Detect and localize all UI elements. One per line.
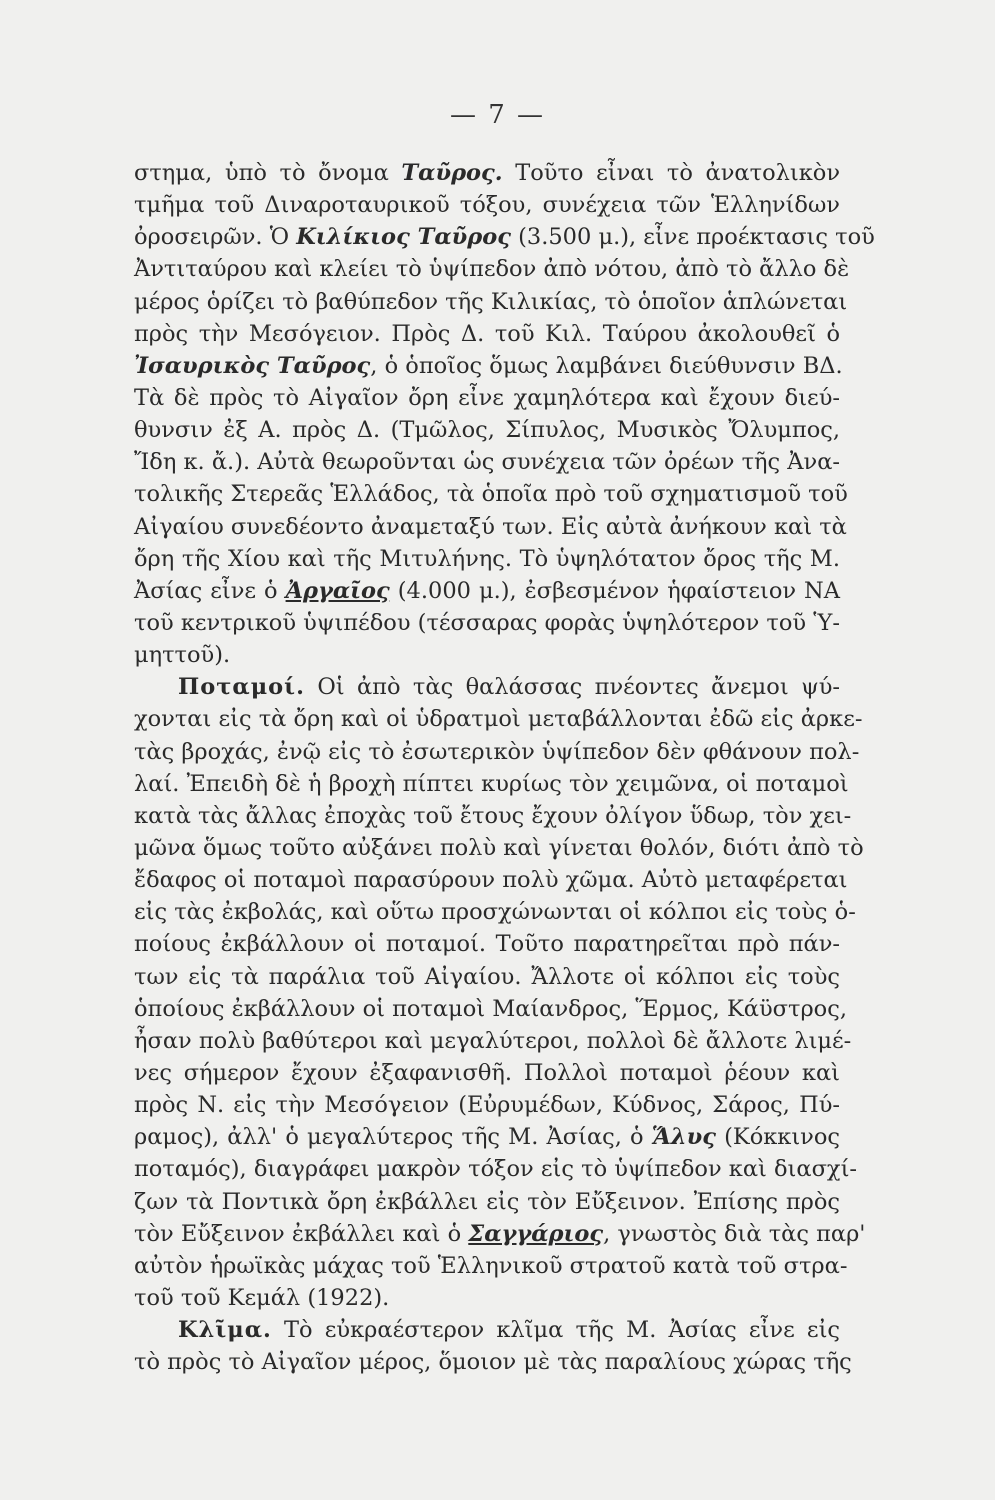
text-run: τὸ πρὸς τὸ Αἰγαῖον μέρος, ὅμοιον μὲ τὰς παραλίους χώρας τῆς xyxy=(134,1349,852,1376)
text-run: πρὸς τὴν Μεσόγειον. Πρὸς Δ. τοῦ Κιλ. Ταύρου ἀκολουθεῖ ὁ xyxy=(134,320,840,347)
text-run: τοῦ κεντρικοῦ ὑψιπέδου (τέσσαρας φορὰς ὑψηλότερον τοῦ Ὑ- xyxy=(134,609,840,636)
text-line xyxy=(134,511,847,543)
text-run: στημα, ὑπὸ τὸ ὄνομα xyxy=(134,160,402,186)
text-line xyxy=(134,543,840,575)
text-line xyxy=(134,1089,840,1121)
text-line xyxy=(134,864,848,896)
text-line xyxy=(134,318,840,350)
text-run: τμῆμα τοῦ Διναροταυρικοῦ τόξου, συνέχεια τῶν Ἑλληνίδων xyxy=(134,192,840,219)
text-run: ραμος), ἀλλ' ὁ μεγαλύτερος τῆς Μ. Ἀσίας, ὁ xyxy=(134,1124,652,1151)
text-run: τολικῆς Στερεᾶς Ἑλλάδος, τὰ ὁποῖα πρὸ τοῦ σχηματισμοῦ τοῦ xyxy=(134,481,848,508)
emphasized-term: Ἀργαῖος xyxy=(285,577,390,604)
text-run: εἰς τὰς ἐκβολάς, καὶ οὕτω προσχώνωνται οἱ κόλποι εἰς τοὺς ὁ- xyxy=(134,899,856,926)
text-run: Ἀσίας εἶνε ὁ xyxy=(134,577,286,604)
text-run: των εἰς τὰ παράλια τοῦ Αἰγαίου. Ἄλλοτε οἱ κόλποι εἰς τοὺς xyxy=(134,963,840,990)
text-run: τοῦ τοῦ Κεμάλ (1922). xyxy=(134,1284,390,1311)
text-run: θυνσιν ἐξ Α. πρὸς Δ. (Τμῶλος, Σίπυλος, Μυσικὸς Ὄλυμπος, xyxy=(134,417,840,444)
emphasized-term: Κιλίκιος Ταῦρος xyxy=(296,224,511,251)
text-run: λαί. Ἐπειδὴ δὲ ἡ βροχὴ πίπτει κυρίως τὸν χειμῶνα, οἱ ποταμοὶ xyxy=(134,770,849,797)
text-run: Οἱ ἀπὸ τὰς θαλάσσας πνέοντες ἄνεμοι ψύ- xyxy=(304,674,840,701)
text-run: μέρος ὁρίζει τὸ βαθύπεδον τῆς Κιλικίας, τὸ ὁποῖον ἁπλώνεται xyxy=(134,288,848,315)
text-line xyxy=(134,1153,857,1185)
text-line xyxy=(134,896,856,928)
text-run: , γνωστὸς διὰ τὰς παρ' xyxy=(603,1220,866,1247)
text-run: χονται εἰς τὰ ὄρη καὶ οἱ ὑδρατμοὶ μεταβάλλονται ἐδῶ εἰς ἀρκε- xyxy=(134,706,863,733)
text-run: ὁποίους ἐκβάλλουν οἱ ποταμοὶ Μαίανδρος, Ἕρμος, Κάϋστρος, xyxy=(134,995,847,1022)
text-run: ἔδαφος οἱ ποταμοὶ παρασύρουν πολὺ χῶμα. Αὐτὸ μεταφέρεται xyxy=(134,867,848,894)
text-line xyxy=(134,286,848,318)
text-line xyxy=(134,1121,840,1153)
text-run: ζων τὰ Ποντικὰ ὄρη ἐκβάλλει εἰς τὸν Εὔξεινον. Ἐπίσης πρὸς xyxy=(134,1188,840,1215)
text-run: Τοῦτο εἶναι τὸ ἀνατολικὸν xyxy=(502,160,840,186)
text-line xyxy=(134,639,840,671)
text-line xyxy=(134,382,840,414)
text-run: ὄρη τῆς Χίου καὶ τῆς Μιτυλήνης. Τὸ ὑψηλότατον ὄρος τῆς Μ. xyxy=(134,545,840,572)
text-line xyxy=(134,671,840,703)
text-line xyxy=(134,575,840,607)
text-line xyxy=(134,928,840,960)
text-line xyxy=(134,157,840,189)
emphasized-term: Σαγγάριος xyxy=(468,1220,604,1247)
text-run: Αἰγαίου συνεδέοντο ἀναμεταξύ των. Εἰς αὐτὰ ἀνήκουν καὶ τὰ xyxy=(134,513,847,540)
text-line xyxy=(134,1186,840,1218)
emphasized-term: Ταῦρος. xyxy=(401,160,503,186)
text-run: (4.000 μ.), ἐσβεσμένον ἡφαίστειον ΝΑ xyxy=(389,577,840,604)
text-run: νες σήμερον ἔχουν ἐξαφανισθῆ. Πολλοὶ ποταμοὶ ῥέουν καὶ xyxy=(134,1059,840,1086)
text-run: μηττοῦ). xyxy=(134,642,231,669)
text-run: Ἀντιταύρου καὶ κλείει τὸ ὑψίπεδον ἀπὸ νότου, ἀπὸ τὸ ἄλλο δὲ xyxy=(134,256,850,283)
text-run: ἦσαν πολὺ βαθύτεροι καὶ μεγαλύτεροι, πολλοὶ δὲ ἄλλοτε λιμέ- xyxy=(134,1027,852,1054)
text-line xyxy=(134,832,864,864)
text-run: τὸν Εὔξεινον ἐκβάλλει καὶ ὁ xyxy=(134,1220,469,1247)
body-text xyxy=(134,157,875,1378)
text-line xyxy=(134,736,860,768)
text-run: πρὸς Ν. εἰς τὴν Μεσόγειον (Εὐρυμέδων, Κύδνος, Σάρος, Πύ- xyxy=(134,1092,840,1119)
text-line xyxy=(134,1025,852,1057)
text-line xyxy=(134,800,852,832)
text-line xyxy=(134,703,863,735)
text-run: (Κόκκινος xyxy=(715,1124,841,1151)
emphasized-term: Ἰσαυρικὸς Ταῦρος xyxy=(134,352,371,379)
text-run: μῶνα ὅμως τοῦτο αὐξάνει πολὺ καὶ γίνεται θολόν, διότι ἀπὸ τὸ xyxy=(134,834,864,861)
text-run: (3.500 μ.), εἶνε προέκτασις τοῦ xyxy=(510,224,875,251)
page-number: — 7 — xyxy=(449,100,546,130)
text-run: ποταμός), διαγράφει μακρὸν τόξον εἰς τὸ ὑψίπεδον καὶ διασχί- xyxy=(134,1156,857,1183)
text-line xyxy=(134,607,840,639)
emphasized-term: Ἅλυς xyxy=(651,1124,716,1151)
text-line xyxy=(134,446,840,478)
text-line xyxy=(134,350,843,382)
text-run: κατὰ τὰς ἄλλας ἐποχὰς τοῦ ἔτους ἔχουν ὀλίγον ὕδωρ, τὸν χει- xyxy=(134,802,852,829)
text-run: , ὁ ὁποῖος ὅμως λαμβάνει διεύθυνσιν ΒΔ. xyxy=(370,352,843,379)
section-heading: Ποταμοί. xyxy=(178,674,305,701)
text-run: ὀροσειρῶν. Ὁ xyxy=(134,224,297,251)
text-run: ποίους ἐκβάλλουν οἱ ποταμοί. Τοῦτο παρατηρεῖται πρὸ πάν- xyxy=(134,931,840,958)
text-line xyxy=(134,1314,840,1346)
section-heading: Κλῖμα. xyxy=(178,1317,272,1344)
text-run: Τὸ εὐκραέστερον κλῖμα τῆς Μ. Ἀσίας εἶνε εἰς xyxy=(271,1317,840,1344)
text-line xyxy=(134,961,840,993)
text-run: αὐτὸν ἡρωϊκὰς μάχας τοῦ Ἑλληνικοῦ στρατοῦ κατὰ τοῦ στρα- xyxy=(134,1252,848,1279)
text-line xyxy=(134,414,840,446)
text-run: τὰς βροχάς, ἐνῷ εἰς τὸ ἐσωτερικὸν ὑψίπεδον δὲν φθάνουν πολ- xyxy=(134,738,860,765)
text-line xyxy=(134,221,875,253)
text-line xyxy=(134,993,847,1025)
text-line xyxy=(134,768,849,800)
text-line xyxy=(134,1218,866,1250)
text-line xyxy=(134,1346,852,1378)
text-run: Τὰ δὲ πρὸς τὸ Αἰγαῖον ὄρη εἶνε χαμηλότερα καὶ ἔχουν διεύ- xyxy=(134,384,840,411)
text-line xyxy=(134,478,848,510)
text-line xyxy=(134,1282,840,1314)
text-line xyxy=(134,1057,840,1089)
text-line xyxy=(134,189,840,221)
text-run: Ἴδη κ. ἄ.). Αὐτὰ θεωροῦνται ὡς συνέχεια τῶν ὀρέων τῆς Ἀνα- xyxy=(134,449,840,476)
text-line xyxy=(134,1250,848,1282)
text-line xyxy=(134,253,850,285)
